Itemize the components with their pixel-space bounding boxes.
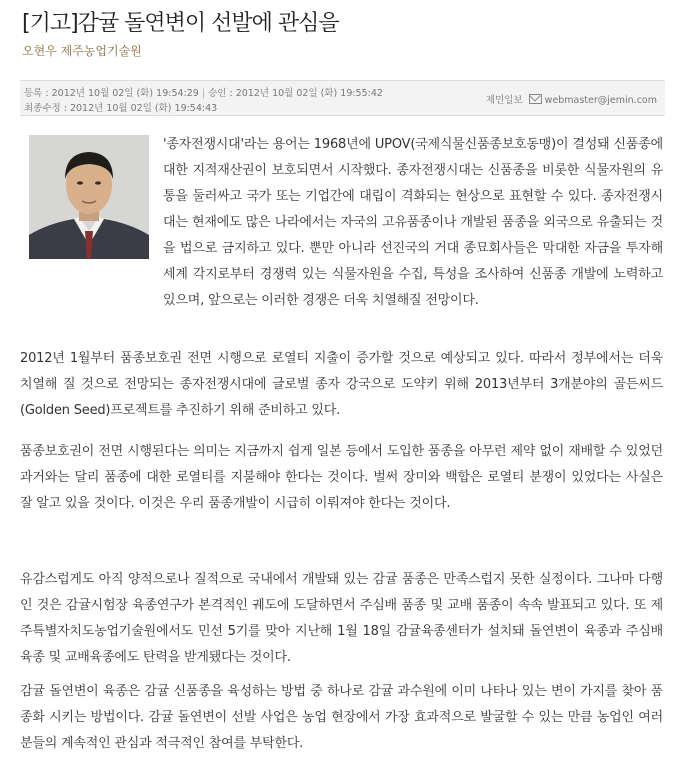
source-line [486, 92, 657, 106]
date-line: 등록 : 2012년 10월 02일 (화) 19:54:29 | 승인 : 2012년 10월 02일 (화) 19:55:42 [24, 88, 383, 99]
source-name: 제민일보 [485, 95, 523, 106]
modified-date: 2012년 10월 02일 (화) 19:54:43 [69, 103, 218, 114]
mail-icon [529, 94, 542, 104]
modified-label: 최종수정 [24, 103, 61, 114]
article-info-bar [20, 80, 665, 116]
registered-date: 2012년 10월 02일 (화) 19:54:29 [51, 88, 199, 99]
paragraph-1: '종자전쟁시대'라는 용어는 1968년에 UPOV(국제식물신품종보호동맹)이 결성돼 신품종에 대한 지적재산권이 보호되면서 시작했다. 종자전쟁시대는 신품종을 비롯한 식물자원의 유통을 둘러싸고 국가 또는 기업간에 대립이 격화되는 현상으로 표현할 수 있다. 종자전쟁시대는 현재에도 많은 나라에서는 자국의 고유품종이나 개발된 품종을 외국으로 유출되는 것을 법으로 금지하고 있다. 뿐만 아니라 선진국의 거대 종묘회사들은 막대한 자금을 투자해 세계 각지로부터 경쟁력 있는 식물자원을 수집, 특성을 조사하여 신품종 개발에 노력하고 있으며, 앞으로는 이러한 경쟁은 더욱 치열해질 전망이다. [163, 137, 663, 308]
registered-label: 등록 [24, 88, 43, 99]
paragraph-3: 품종보호권이 전면 시행된다는 의미는 지금까지 쉽게 일본 등에서 도입한 품종을 아무런 제약 없이 재배할 수 있었던 과거와는 달리 품종에 대한 로열티를 지불해야 한다는 것이다. 벌써 장미와 백합은 로열티 분쟁이 있었다는 사실은 잘 알고 있을 것이다. 이것은 우리 품종개발이 시급히 이뤄져야 한다는 것이다. [20, 444, 663, 511]
article-byline: 오현우 제주농업기술원 [22, 44, 142, 58]
email-link[interactable]: webmaster@jemin.com [544, 95, 657, 106]
author-photo [29, 135, 149, 259]
modified-line: 최종수정 : 2012년 10월 02일 (화) 19:54:43 [24, 103, 218, 114]
paragraph-2: 2012년 1월부터 품종보호권 전면 시행으로 로열티 지출이 증가할 것으로 예상되고 있다. 따라서 정부에서는 더욱 치열해 질 것으로 전망되는 종자전쟁시대에 글로벌 종자 강국으로 도약키 위해 2013년부터 3개분야의 골든씨드(Golden Seed)프로젝트를 추진하기 위해 준비하고 있다. [20, 351, 663, 418]
paragraph-5: 감귤 돌연변이 육종은 감귤 신품종을 육성하는 방법 중 하나로 감귤 과수원에 이미 나타나 있는 변이 가지를 찾아 품종화 시키는 방법이다. 감귤 돌연변이 선발 사업은 농업 현장에서 가장 효과적으로 발굴할 수 있는 만큼 농업인 여러분들의 계속적인 관심과 적극적인 참여를 부탁한다. [20, 684, 663, 751]
paragraph-4: 유감스럽게도 아직 양적으로나 질적으로 국내에서 개발돼 있는 감귤 품종은 만족스럽지 못한 실정이다. 그나마 다행인 것은 감귤시험장 육종연구가 본격적인 궤도에 도달하면서 주심배 품종 및 교배 품종이 속속 발표되고 있다. 또 제주특별자치도농업기술원에서도 민선 5기를 맞아 지난해 1월 18일 감귤육종센터가 설치돼 돌연변이 육종과 주심배 육종 및 교배육종에도 탄력을 받게됐다는 것이다. [20, 572, 663, 665]
article-title: [기고]감귤 돌연변이 선발에 관심을 [22, 11, 339, 36]
approved-label: 승인 [208, 88, 227, 99]
approved-date: 2012년 10월 02일 (화) 19:55:42 [235, 88, 383, 99]
